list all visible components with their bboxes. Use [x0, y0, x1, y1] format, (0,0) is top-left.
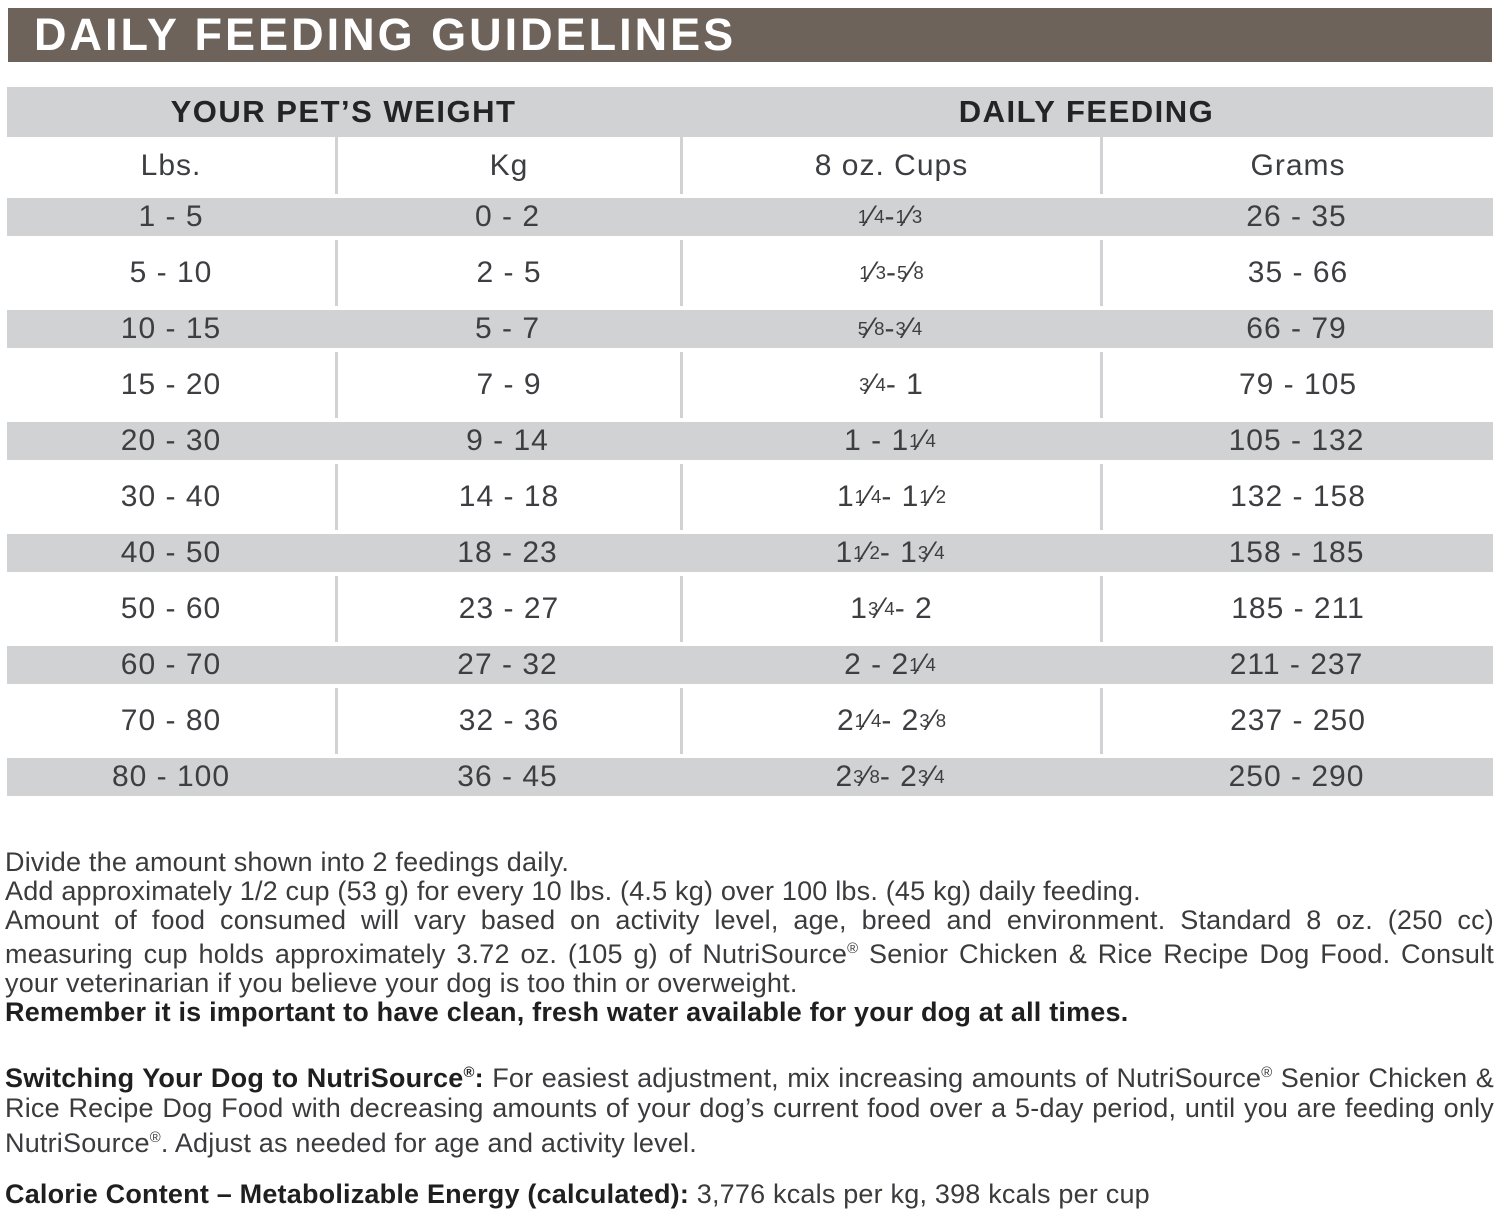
table-row: [7, 418, 1493, 464]
cell-lbs: 20 - 30: [120, 424, 222, 457]
note-paragraph: [5, 1058, 1494, 1158]
cell-grams: 250 - 290: [1228, 760, 1365, 793]
cell-kg: 27 - 32: [457, 648, 558, 681]
feeding-notes: [5, 848, 1494, 1027]
cell-grams: 211 - 237: [1229, 648, 1364, 681]
banner: [8, 8, 1492, 62]
table-row: [7, 754, 1493, 800]
table-row: [7, 530, 1493, 576]
cell-kg: 7 - 9: [335, 352, 680, 418]
cell-cups: 1 1 ⁄ 4 - 1 1 ⁄ 2: [680, 464, 1100, 530]
cell-cups: 1 3 ⁄ 4 - 2: [680, 576, 1100, 642]
cell-grams: 105 - 132: [1228, 424, 1365, 457]
column-header-kg: Kg: [335, 137, 680, 194]
cell-lbs: 10 - 15: [120, 312, 222, 345]
cell-kg: 18 - 23: [457, 536, 558, 569]
cell-kg: 36 - 45: [457, 760, 558, 793]
cell-kg: 0 - 2: [474, 200, 541, 233]
cell-kg: 9 - 14: [466, 424, 549, 457]
cell-lbs: 30 - 40: [120, 480, 222, 513]
cell-grams: 26 - 35: [1246, 200, 1347, 233]
note-text: 3,776 kcals per kg, 398 kcals per cup: [696, 1179, 1150, 1209]
cell-grams: 79 - 105: [1100, 352, 1493, 418]
table-row: [7, 464, 1493, 530]
note-text: Divide the amount shown into 2 feedings daily.: [5, 847, 570, 877]
cell-grams: 185 - 211: [1100, 576, 1493, 642]
cell-kg: 32 - 36: [335, 688, 680, 754]
cell-lbs: 70 - 80: [120, 704, 222, 737]
cell-lbs: 15 - 20: [120, 368, 222, 401]
cell-grams: 237 - 250: [1100, 688, 1493, 754]
note-paragraph: [5, 998, 1494, 1027]
table-row: [7, 240, 1493, 306]
cell-cups: 3 ⁄ 4 - 1: [680, 352, 1100, 418]
table-row: [7, 306, 1493, 352]
cell-cups: 1 - 1 1 ⁄ 4: [844, 424, 936, 457]
table-body: [7, 194, 1493, 800]
cell-grams: 132 - 158: [1100, 464, 1493, 530]
cell-cups: 1 ⁄ 3 - 5 ⁄ 8: [680, 240, 1100, 306]
note-paragraph: [5, 877, 1494, 906]
column-header-cups: 8 oz. Cups: [680, 137, 1100, 194]
cell-grams: 158 - 185: [1228, 536, 1365, 569]
note-text-bold: Calorie Content – Metabolizable Energy (calculated):: [5, 1179, 697, 1209]
note-text: Add approximately 1/2 cup (53 g) for every 10 lbs. (4.5 kg) over 100 lbs. (45 kg) daily feeding.: [5, 876, 1141, 906]
note-text: Amount of food consumed will vary based on activity level, age, breed and environment. Standard 8 oz. (250 cc) measuring cup holds approximately 3.72 oz. (105 g) of NutriSource® Senior Chicken & Rice Recipe Dog Food. Consult your veterinarian if you believe your dog is too thin or overweight.: [5, 905, 1494, 998]
note-paragraph: [5, 906, 1494, 998]
table-group-header-row: [7, 87, 1493, 137]
note-text-bold: Remember it is important to have clean, fresh water available for your dog at all times.: [5, 997, 1129, 1027]
cell-kg: 14 - 18: [335, 464, 680, 530]
cell-lbs: 60 - 70: [120, 648, 222, 681]
table-row: [7, 352, 1493, 418]
note-text: For easiest adjustment, mix increasing amounts of NutriSource® Senior Chicken & Rice Recipe Dog Food with decreasing amounts of your dog’s current food over a 5-day period, until you are feeding only NutriSource®. Adjust as needed for age and activity level.: [5, 1063, 1494, 1158]
cell-lbs: 80 - 100: [111, 760, 231, 793]
cell-cups: 1 ⁄ 4 - 1 ⁄ 3: [857, 200, 923, 233]
table-row: [7, 642, 1493, 688]
table-row: [7, 576, 1493, 642]
cell-lbs: 50 - 60: [120, 592, 222, 625]
column-header-lbs: Lbs.: [140, 148, 202, 182]
cell-cups: 2 1 ⁄ 4 - 2 3 ⁄ 8: [680, 688, 1100, 754]
feeding-table: [7, 87, 1493, 800]
cell-cups: 2 - 2 1 ⁄ 4: [844, 648, 936, 681]
table-row: [7, 194, 1493, 240]
cell-kg: 23 - 27: [335, 576, 680, 642]
banner-title: DAILY FEEDING GUIDELINES: [34, 9, 737, 60]
table-row: [7, 688, 1493, 754]
cell-cups: 1 1 ⁄ 2 - 1 3 ⁄ 4: [835, 536, 945, 569]
cell-lbs: 40 - 50: [120, 536, 222, 569]
cell-grams: 66 - 79: [1246, 312, 1347, 345]
group-header-daily-feeding: DAILY FEEDING: [958, 94, 1215, 129]
cell-grams: 35 - 66: [1100, 240, 1493, 306]
table-column-header-row: [7, 137, 1493, 194]
cell-cups: 2 3 ⁄ 8 - 2 3 ⁄ 4: [835, 760, 945, 793]
notes-section: [5, 848, 1494, 1209]
column-header-grams: Grams: [1100, 137, 1493, 194]
cell-kg: 5 - 7: [474, 312, 541, 345]
group-header-pet-weight: YOUR PET’S WEIGHT: [170, 94, 517, 129]
cell-cups: 5 ⁄ 8 - 3 ⁄ 4: [857, 312, 923, 345]
cell-lbs: 1 - 5: [138, 200, 204, 233]
note-text-bold: Switching Your Dog to NutriSource®:: [5, 1063, 493, 1093]
calorie-content: [5, 1180, 1494, 1209]
note-paragraph: [5, 848, 1494, 877]
cell-kg: 2 - 5: [335, 240, 680, 306]
cell-lbs: 5 - 10: [129, 256, 213, 289]
note-paragraph: [5, 1180, 1494, 1209]
switching-paragraph: [5, 1058, 1494, 1158]
